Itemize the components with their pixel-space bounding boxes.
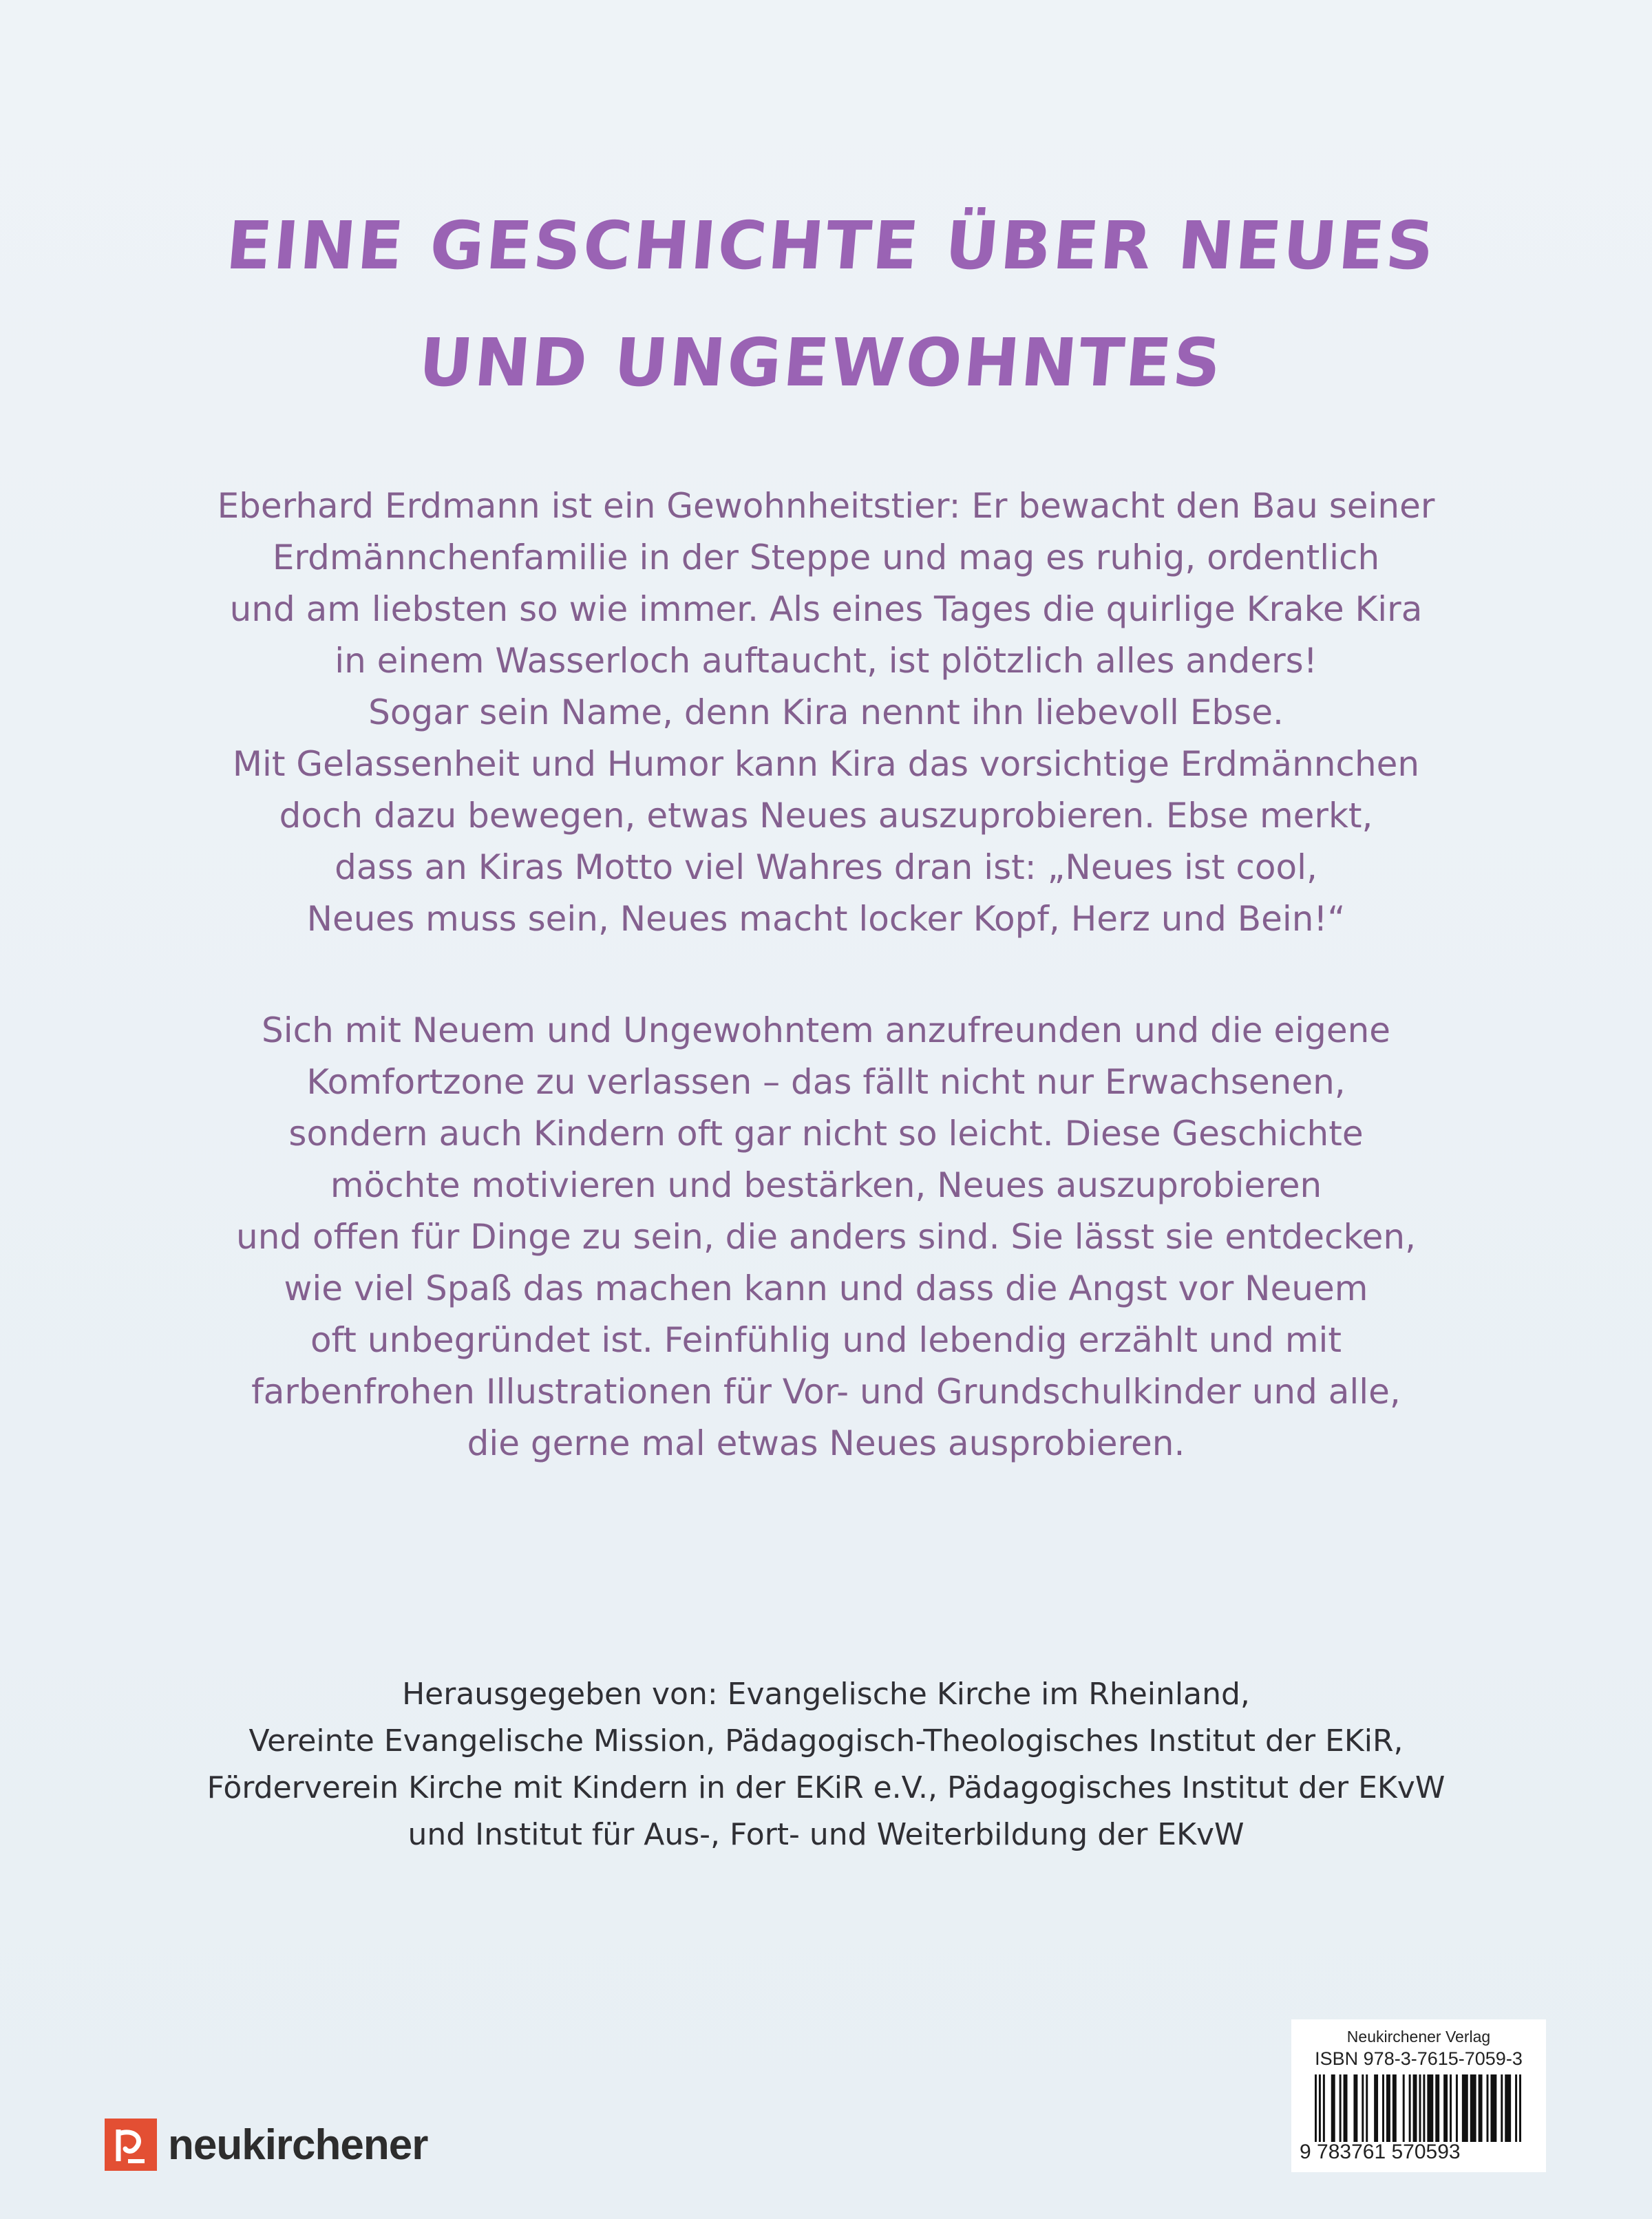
barcode-bar — [1339, 2074, 1342, 2142]
blurb-line: Sich mit Neuem und Ungewohntem anzufreunden und die eigene — [261, 1010, 1391, 1050]
barcode-bar — [1501, 2074, 1503, 2142]
blurb-line: und am liebsten so wie immer. Als eines Tages die quirlige Krake Kira — [229, 589, 1423, 629]
publisher-logo — [105, 2119, 427, 2171]
barcode-bar — [1392, 2074, 1397, 2142]
barcode-bar — [1423, 2074, 1425, 2142]
barcode-isbn: ISBN 978-3-7615-7059-3 — [1315, 2048, 1523, 2069]
blurb-line: doch dazu bewegen, etwas Neues auszuprobieren. Ebse merkt, — [279, 796, 1373, 836]
blurb-line: wie viel Spaß das machen kann und dass die Angst vor Neuem — [284, 1268, 1368, 1308]
barcode-bar — [1331, 2074, 1335, 2142]
headline — [0, 187, 1652, 421]
credits-line: und Institut für Aus-, Fort- und Weiterbildung der EKvW — [407, 1817, 1245, 1852]
barcode-bar — [1403, 2074, 1405, 2142]
blurb-line: Mit Gelassenheit und Humor kann Kira das vorsichtige Erdmännchen — [232, 744, 1420, 784]
credits-line: Herausgegeben von: Evangelische Kirche im Rheinland, — [402, 1677, 1250, 1712]
blurb-line: Neues muss sein, Neues macht locker Kopf, Herz und Bein!“ — [306, 899, 1346, 939]
blurb-line: möchte motivieren und bestärken, Neues auszuprobieren — [330, 1165, 1322, 1205]
blurb-line: Komfortzone zu verlassen – das fällt nicht nur Erwachsenen, — [306, 1062, 1346, 1102]
barcode-bar — [1366, 2074, 1368, 2142]
barcode-bar — [1362, 2074, 1364, 2142]
barcode-bar — [1353, 2074, 1357, 2142]
barcode-bar — [1409, 2074, 1411, 2142]
headline-line-2: UND UNGEWOHNTES — [415, 324, 1227, 401]
credits-line: Vereinte Evangelische Mission, Pädagogisch-Theologisches Institut der EKiR, — [248, 1723, 1404, 1759]
barcode-bar — [1319, 2074, 1321, 2142]
barcode-bar — [1456, 2074, 1458, 2142]
barcode-bar — [1413, 2074, 1417, 2142]
blurb-paragraph-2 — [200, 1005, 1452, 1469]
logo-wordmark: neukirchener — [168, 2121, 428, 2169]
barcode-bar — [1450, 2074, 1452, 2142]
barcode-publisher: Neukirchener Verlag — [1346, 2028, 1491, 2046]
blurb-line: Erdmännchenfamilie in der Steppe und mag es ruhig, ordentlich — [272, 538, 1380, 577]
isbn-barcode — [1291, 2019, 1546, 2172]
barcode-bar — [1315, 2074, 1317, 2142]
barcode-bar — [1487, 2074, 1489, 2142]
blurb-line: Sogar sein Name, denn Kira nennt ihn liebevoll Ebse. — [368, 692, 1284, 732]
blurb-line: oft unbegründet ist. Feinfühlig und lebendig erzählt und mit — [310, 1320, 1342, 1360]
headline-line-1: EINE GESCHICHTE ÜBER NEUES — [223, 207, 1439, 284]
barcode-bar — [1515, 2074, 1517, 2142]
barcode-bar — [1490, 2074, 1496, 2142]
blurb-line: farbenfrohen Illustrationen für Vor- und Grundschulkinder und alle, — [251, 1372, 1401, 1412]
blurb-paragraph-1 — [200, 480, 1452, 945]
blurb-line: dass an Kiras Motto viel Wahres dran ist: „Neues ist cool, — [335, 847, 1317, 887]
barcode-bar — [1435, 2074, 1439, 2142]
publisher-credits — [206, 1671, 1446, 1858]
barcode-bar — [1382, 2074, 1384, 2142]
barcode-bar — [1386, 2074, 1390, 2142]
barcode-bar — [1519, 2074, 1521, 2142]
credits-line: Förderverein Kirche mit Kindern in der EKiR e.V., Pädagogisches Institut der EKvW — [206, 1770, 1446, 1805]
barcode-bar — [1479, 2074, 1483, 2142]
blurb-line: und offen für Dinge zu sein, die anders sind. Sie lässt sie entdecken, — [236, 1217, 1416, 1257]
barcode-bar — [1323, 2074, 1325, 2142]
barcode-bar — [1344, 2074, 1348, 2142]
barcode-bars — [1315, 2074, 1521, 2142]
blurb-line: die gerne mal etwas Neues ausprobieren. — [467, 1423, 1185, 1463]
barcode-bar — [1505, 2074, 1511, 2142]
barcode-bar — [1443, 2074, 1448, 2142]
barcode-bar — [1374, 2074, 1378, 2142]
blurb-line: Eberhard Erdmann ist ein Gewohnheitstier: Er bewacht den Bau seiner — [217, 486, 1435, 526]
barcode-bar — [1462, 2074, 1468, 2142]
blurb-line: sondern auch Kindern oft gar nicht so leicht. Diese Geschichte — [288, 1114, 1364, 1154]
barcode-bar — [1427, 2074, 1433, 2142]
neukirchener-logo-mark-icon — [105, 2119, 157, 2171]
barcode-bar — [1419, 2074, 1421, 2142]
barcode-bar — [1470, 2074, 1476, 2142]
barcode-digits: 9 783761 570593 — [1300, 2141, 1461, 2163]
blurb-line: in einem Wasserloch auftaucht, ist plötzlich alles anders! — [335, 641, 1317, 681]
